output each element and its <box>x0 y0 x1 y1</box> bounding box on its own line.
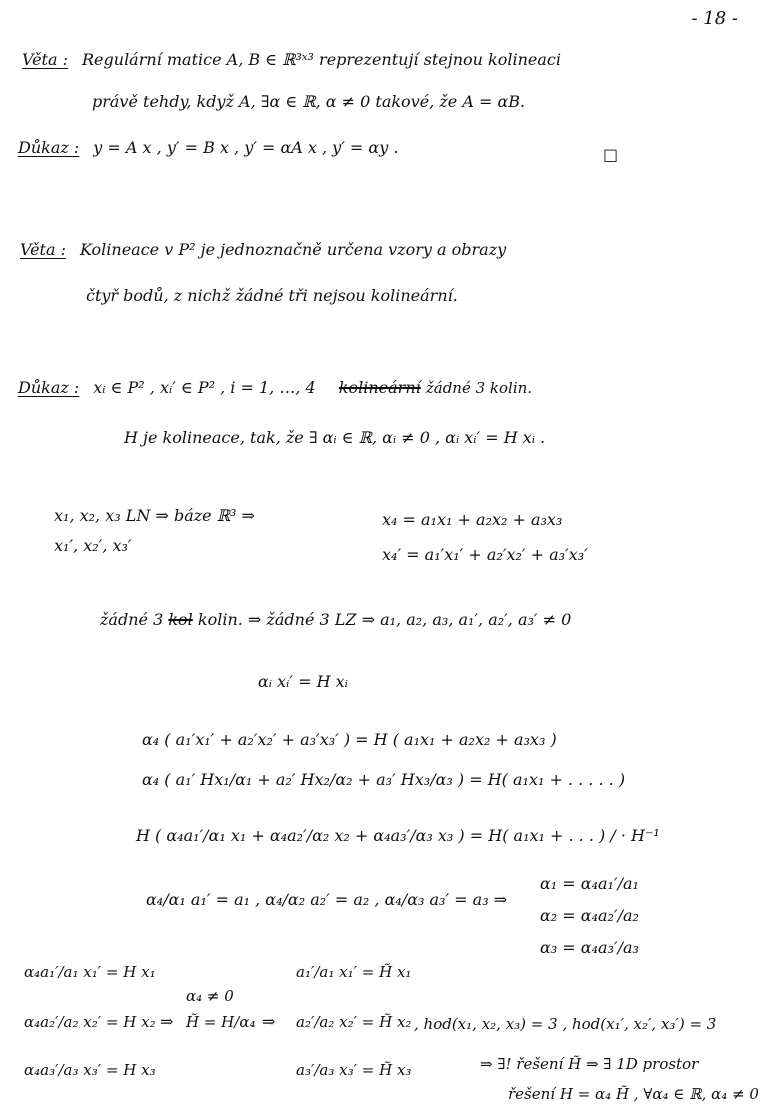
equation-4: H ( α₄a₁′/α₁ x₁ + α₄a₂′/α₂ x₂ + α₄a₃′/α₃ x₃ ) = H( a₁x₁ + . . . ) / · H⁻¹ <box>136 826 660 845</box>
equation-1: αᵢ xᵢ′ = H xᵢ <box>258 672 348 691</box>
final-right-3: a₃′/a₃ x₃′ = H̃ x₃ <box>296 1061 412 1079</box>
alpha-1: α₁ = α₄a₁′/a₁ <box>540 874 639 893</box>
alpha-3: α₃ = α₄a₃′/a₃ <box>540 938 639 957</box>
page-number: - 18 - <box>691 8 738 29</box>
final-left-1: α₄a₁′/a₁ x₁′ = H x₁ <box>24 963 156 981</box>
equation-2: α₄ ( a₁′x₁′ + a₂′x₂′ + a₃′x₃′ ) = H ( a₁x₁ + a₂x₂ + a₃x₃ ) <box>142 730 557 749</box>
final-left-3: α₄a₃′/a₃ x₃′ = H x₃ <box>24 1061 156 1079</box>
none-collinear-line <box>100 610 571 630</box>
qed-mark: □ <box>603 145 619 164</box>
alpha4-nonzero: α₄ ≠ 0 <box>186 987 234 1005</box>
basis-left2: x₁′, x₂′, x₃′ <box>54 536 132 555</box>
proof2-label: Důkaz : <box>18 378 80 397</box>
proof1-line <box>18 138 398 158</box>
proof2-line2: H je kolineace, tak, že ∃ αᵢ ∈ ℝ, αᵢ ≠ 0 , αᵢ xᵢ′ = H xᵢ . <box>124 428 546 447</box>
struck-word: kolineární <box>338 378 421 397</box>
h-tilde-def: H̃ = H/α₄ <box>186 1013 256 1031</box>
theorem1-text1: Regulární matice A, B ∈ ℝ³ˣ³ reprezentují stejnou kolineaci <box>82 50 561 69</box>
conclusion-2: řešení H = α₄ H̃ , ∀α₄ ∈ ℝ, α₄ ≠ 0 <box>508 1085 759 1103</box>
equation-3: α₄ ( a₁′ Hx₁/α₁ + a₂′ Hx₂/α₂ + a₃′ Hx₃/α₃ ) = H( a₁x₁ + . . . . . ) <box>142 770 626 789</box>
nc-struck: kol <box>168 610 193 629</box>
proof1-text: y = A x , y′ = B x , y′ = αA x , y′ = αy . <box>93 138 399 157</box>
theorem1-line1 <box>22 50 561 70</box>
proof2-text1: xᵢ ∈ P² , xᵢ′ ∈ P² , i = 1, …, 4 <box>93 378 316 397</box>
final-right-2: a₂′/a₂ x₂′ = H̃ x₂ <box>296 1013 412 1031</box>
conclusion-1: ⇒ ∃! řešení H̃ ⇒ ∃ 1D prostor <box>480 1055 699 1073</box>
theorem2-line2: čtyř bodů, z nichž žádné tři nejsou kolineární. <box>86 286 458 305</box>
rank-condition: , hod(x₁, x₂, x₃) = 3 , hod(x₁′, x₂′, x₃′) = 3 <box>414 1015 717 1033</box>
proof2-tail: žádné 3 kolin. <box>425 379 533 397</box>
theorem2-line1 <box>20 240 506 260</box>
arrow-1: ⇒ <box>160 1012 174 1031</box>
final-right-1: a₁′/a₁ x₁′ = H̃ x₁ <box>296 963 412 981</box>
nc-suffix: kolin. ⇒ žádné 3 LZ ⇒ a₁, a₂, a₃, a₁′, a₂′, a₃′ ≠ 0 <box>197 610 572 629</box>
theorem2-text1: Kolineace v P² je jednoznačně určena vzory a obrazy <box>80 240 507 259</box>
basis-right2: x₄′ = a₁′x₁′ + a₂′x₂′ + a₃′x₃′ <box>382 545 588 564</box>
theorem2-label: Věta : <box>20 240 66 259</box>
theorem1-label: Věta : <box>22 50 68 69</box>
nc-prefix: žádné 3 <box>100 610 164 629</box>
proof2-line1 <box>18 378 532 398</box>
theorem1-line2: právě tehdy, když A, ∃α ∈ ℝ, α ≠ 0 takové, že A = αB. <box>92 92 526 111</box>
equation-5: α₄/α₁ a₁′ = a₁ , α₄/α₂ a₂′ = a₂ , α₄/α₃ a₃′ = a₃ ⇒ <box>146 890 508 909</box>
basis-left1: x₁, x₂, x₃ LN ⇒ báze ℝ³ ⇒ <box>54 506 255 525</box>
proof1-label: Důkaz : <box>18 138 80 157</box>
final-left-2: α₄a₂′/a₂ x₂′ = H x₂ <box>24 1013 156 1031</box>
basis-right1: x₄ = a₁x₁ + a₂x₂ + a₃x₃ <box>382 510 563 529</box>
alpha-2: α₂ = α₄a₂′/a₂ <box>540 906 639 925</box>
arrow-2: ⇒ <box>262 1012 276 1031</box>
